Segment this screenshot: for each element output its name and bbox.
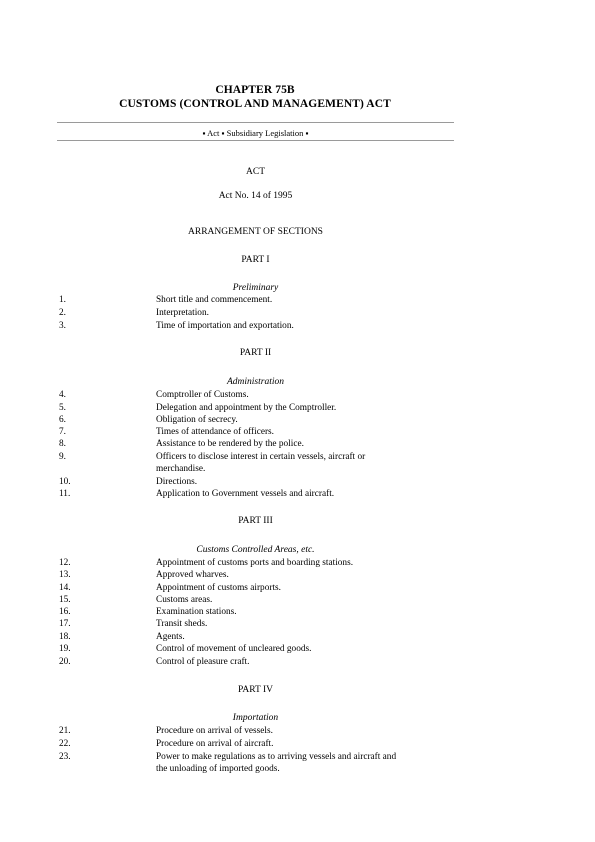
section-title: Interpretation. (156, 308, 209, 318)
section-number: 22. (59, 739, 71, 749)
section-title: Times of attendance of officers. (156, 427, 274, 437)
section-number: 1. (59, 295, 66, 305)
section-title: Appointment of customs airports. (156, 583, 281, 593)
section-number: 15. (59, 595, 71, 605)
section-title: Customs areas. (156, 595, 213, 605)
section-number: 19. (59, 644, 71, 654)
part-label: PART II (239, 348, 272, 358)
section-number: 10. (59, 477, 71, 487)
act-heading: ACT (246, 167, 265, 177)
section-title: Procedure on arrival of vessels. (156, 726, 273, 736)
part-heading: Preliminary (232, 283, 279, 293)
section-number: 3. (59, 321, 66, 331)
section-title: Control of pleasure craft. (156, 657, 250, 667)
chapter-heading: CHAPTER 75B (215, 84, 295, 96)
section-number: 7. (59, 427, 66, 437)
arrangement-heading: ARRANGEMENT OF SECTIONS (188, 227, 323, 237)
section-number: 9. (59, 452, 66, 462)
section-title: Assistance to be rendered by the police. (156, 439, 304, 449)
section-title: Examination stations. (156, 607, 237, 617)
section-number: 8. (59, 439, 66, 449)
section-title: Obligation of secrecy. (156, 415, 238, 425)
section-number: 20. (59, 657, 71, 667)
section-number: 6. (59, 415, 66, 425)
section-number: 12. (59, 558, 71, 568)
section-title: Time of importation and exportation. (156, 321, 294, 331)
navigation-links (57, 128, 454, 138)
section-title: Officers to disclose interest in certain vessels, aircraft or (156, 452, 366, 462)
section-number: 21. (59, 726, 71, 736)
subsidiary-legislation-link[interactable]: Subsidiary Legislation (226, 128, 304, 138)
section-number: 11. (59, 489, 71, 499)
section-number: 16. (59, 607, 71, 617)
section-title: Application to Government vessels and aircraft. (156, 489, 335, 499)
part-heading: Customs Controlled Areas, etc. (196, 545, 315, 555)
part-heading: Administration (226, 377, 284, 387)
section-number: 18. (59, 632, 71, 642)
section-number: 14. (59, 583, 71, 593)
section-title: Procedure on arrival of aircraft. (156, 739, 274, 749)
act-link[interactable]: Act (207, 128, 220, 138)
section-title: Appointment of customs ports and boarding stations. (156, 558, 354, 568)
section-title: merchandise. (156, 464, 206, 474)
section-title: Short title and commencement. (156, 295, 273, 305)
section-number: 13. (59, 570, 71, 580)
section-title: Delegation and appointment by the Comptroller. (156, 403, 337, 413)
section-title: Directions. (156, 477, 198, 487)
bullet-icon: ▪ (221, 128, 225, 138)
section-title: Approved wharves. (156, 570, 229, 580)
section-title: Agents. (156, 632, 185, 642)
bullet-icon: ▪ (305, 128, 309, 138)
section-number: 5. (59, 403, 66, 413)
section-title: Transit sheds. (156, 619, 208, 629)
part-label: PART IV (237, 685, 274, 695)
act-number: Act No. 14 of 1995 (218, 191, 293, 201)
act-title: CUSTOMS (CONTROL AND MANAGEMENT) ACT (119, 98, 391, 110)
section-number: 4. (59, 390, 66, 400)
bullet-icon: ▪ (202, 128, 206, 138)
section-number: 2. (59, 308, 66, 318)
section-title: Comptroller of Customs. (156, 390, 249, 400)
part-heading: Importation (232, 713, 279, 723)
top-divider (57, 122, 454, 123)
part-label: PART III (238, 516, 273, 526)
section-number: 23. (59, 752, 71, 762)
part-label: PART I (241, 255, 270, 265)
section-title: the unloading of imported goods. (156, 764, 280, 774)
section-title: Control of movement of uncleared goods. (156, 644, 312, 654)
section-number: 17. (59, 619, 71, 629)
section-title: Power to make regulations as to arriving vessels and aircraft and (156, 752, 397, 762)
bottom-divider (57, 140, 454, 141)
